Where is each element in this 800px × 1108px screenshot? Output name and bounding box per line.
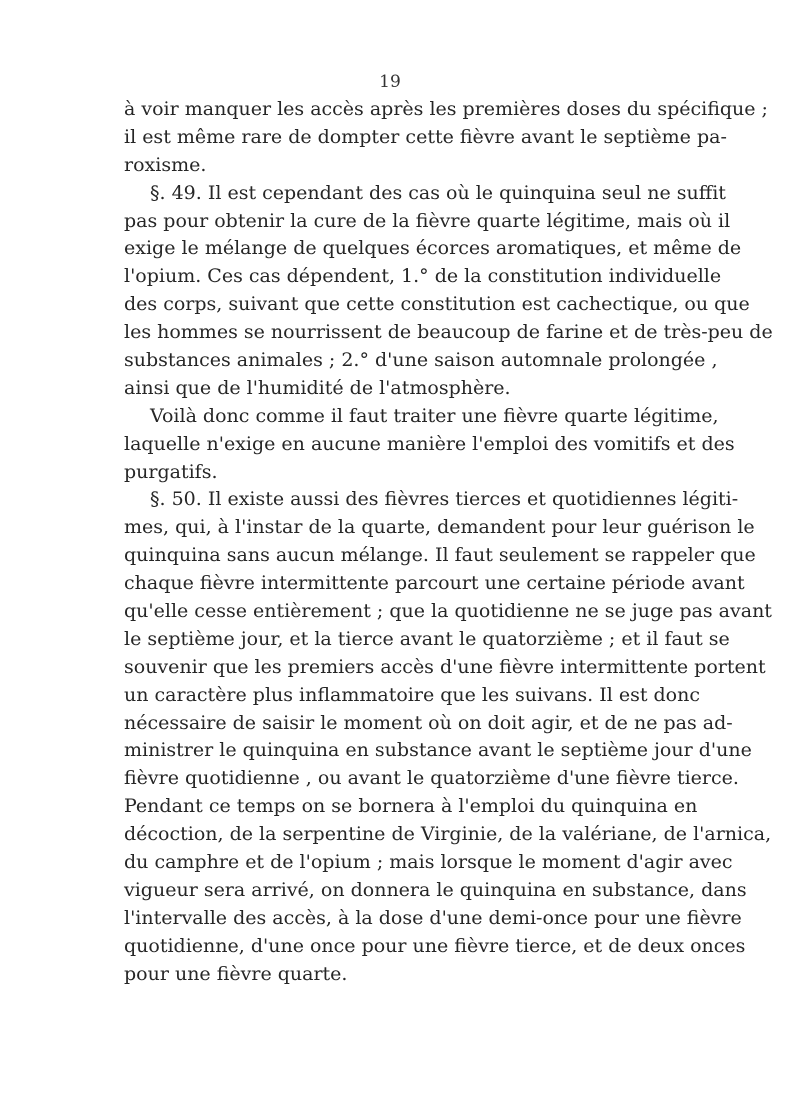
text-line: substances animales ; 2.° d'une saison automnale prolongée , [124, 349, 718, 372]
text-line: ministrer le quinquina en substance avant le septième jour d'une [124, 739, 752, 762]
text-line: ainsi que de l'humidité de l'atmosphère. [124, 376, 511, 399]
text-line: pas pour obtenir la cure de la fièvre quarte légitime, mais où il [124, 209, 731, 232]
text-line: laquelle n'exige en aucune manière l'emploi des vomitifs et des [124, 432, 735, 455]
text-line: chaque fièvre intermittente parcourt une certaine période avant [124, 572, 745, 595]
text-line: mes, qui, à l'instar de la quarte, demandent pour leur guérison le [124, 516, 755, 539]
text-line: purgatifs. [124, 460, 218, 483]
text-line: des corps, suivant que cette constitution est cachectique, ou que [124, 293, 750, 316]
text-line: décoction, de la serpentine de Virginie, de la valériane, de l'arnica, [124, 823, 772, 846]
text-line: Pendant ce temps on se bornera à l'emploi du quinquina en [124, 795, 698, 818]
text-line: nécessaire de saisir le moment où on doit agir, et de ne pas ad- [124, 711, 733, 734]
paragraph-start-line: Voilà donc comme il faut traiter une fièvre quarte légitime, [150, 404, 719, 427]
section-50-heading-line: §. 50. Il existe aussi des fièvres tierces et quotidiennes légiti- [150, 488, 739, 511]
page-number: 19 [379, 72, 401, 92]
text-line: un caractère plus inflammatoire que les suivans. Il est donc [124, 683, 700, 706]
text-line: exige le mélange de quelques écorces aromatiques, et même de [124, 237, 742, 260]
text-line: l'intervalle des accès, à la dose d'une demi-once pour une fièvre [124, 906, 742, 929]
text-line: pour une fièvre quarte. [124, 962, 348, 985]
text-line: quotidienne, d'une once pour une fièvre tierce, et de deux onces [124, 934, 746, 957]
text-line: vigueur sera arrivé, on donnera le quinquina en substance, dans [124, 878, 747, 901]
text-line: fièvre quotidienne , ou avant le quatorzième d'une fièvre tierce. [124, 767, 739, 790]
text-line: souvenir que les premiers accès d'une fièvre intermittente portent [124, 655, 766, 678]
text-line: roxisme. [124, 153, 207, 176]
section-49-heading-line: §. 49. Il est cependant des cas où le quinquina seul ne suffit [150, 181, 726, 204]
text-line: les hommes se nourrissent de beaucoup de farine et de très-peu de [124, 321, 773, 344]
body-text [124, 96, 773, 989]
text-line: qu'elle cesse entièrement ; que la quotidienne ne se juge pas avant [124, 600, 772, 623]
text-line: il est même rare de dompter cette fièvre avant le septième pa- [124, 125, 727, 148]
text-line: quinquina sans aucun mélange. Il faut seulement se rappeler que [124, 544, 756, 567]
text-line: à voir manquer les accès après les premières doses du spécifique ; [124, 98, 768, 120]
text-line: l'opium. Ces cas dépendent, 1.° de la constitution individuelle [124, 265, 722, 288]
text-line: du camphre et de l'opium ; mais lorsque le moment d'agir avec [124, 851, 733, 874]
text-line: le septième jour, et la tierce avant le quatorzième ; et il faut se [124, 627, 730, 650]
